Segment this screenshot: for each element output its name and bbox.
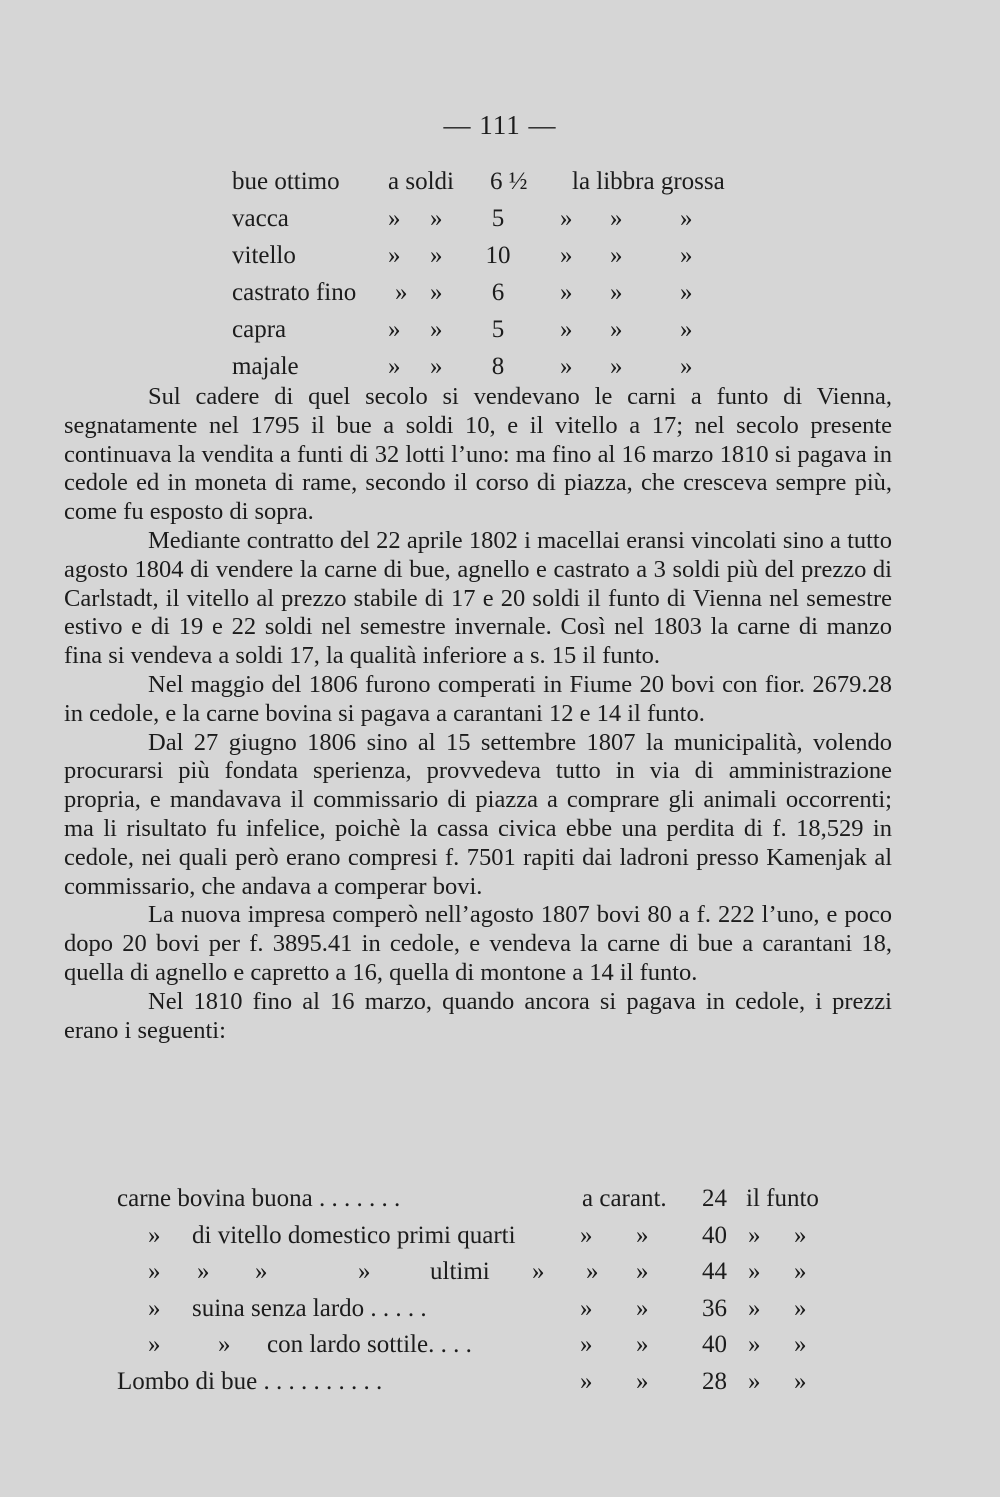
ditto-mark: » — [636, 1331, 649, 1358]
table-row — [0, 163, 1000, 200]
price-value: 10 — [485, 242, 511, 269]
item-name: carne bovina buona . . . . . . . — [117, 1185, 401, 1212]
price-prefix: a carant. — [582, 1185, 667, 1212]
ditto-mark: » — [794, 1221, 807, 1249]
item-name: suina senza lardo . . . . . — [192, 1294, 427, 1322]
ditto-mark: » — [430, 353, 443, 380]
ditto-mark: » — [560, 242, 573, 269]
price-value: 44 — [702, 1258, 727, 1285]
ditto-mark: » — [610, 205, 623, 232]
price-table-2 — [0, 1179, 1000, 1398]
price-table-1 — [0, 163, 1000, 385]
price-unit: la libbra grossa — [572, 168, 725, 195]
item-name: vitello — [232, 242, 296, 269]
ditto-mark: » — [430, 205, 443, 232]
item-name: castrato fino — [232, 279, 357, 306]
paragraph: Dal 27 giugno 1806 sino al 15 settembre 1807 la municipalità, volendo procurarsi più fondata sperienza, provvedeva tutto in via di amministrazione propria, e mandavava il commissario di piazza a comprare gli animali occorrenti; ma li risultato fu infelice, poichè la cassa civica ebbe una perdita di f. 18,529 in cedole, nei quali però erano compresi f. 7501 rapiti dai ladroni presso Kamenjak al commissario, che andava a comperar bovi. — [64, 728, 892, 900]
ditto-mark: » — [680, 205, 693, 232]
price-prefix: a soldi — [388, 168, 454, 195]
item-name: ultimi — [430, 1258, 490, 1285]
price-value: 5 — [491, 205, 505, 232]
ditto-mark: » — [636, 1221, 649, 1249]
ditto-mark: » — [560, 316, 573, 343]
paragraph: Sul cadere di quel secolo si vendevano le carni a funto di Vienna, segnatamente nel 1795 il bue a soldi 10, e il vitello a 17; nel secolo presente continuava la vendita a funti di 32 lotti l’uno: ma fino al 16 marzo 1810 si pagava in cedole ed in moneta di rame, secondo il corso di piazza, che cresceva sempre più, come fu esposto di sopra. — [64, 383, 892, 526]
ditto-mark: » — [148, 1331, 161, 1358]
ditto-mark: » — [748, 1258, 761, 1285]
ditto-mark: » — [610, 279, 623, 306]
table-row — [0, 1252, 1000, 1289]
ditto-mark: » — [388, 242, 401, 269]
ditto-mark: » — [680, 279, 693, 306]
ditto-mark: » — [358, 1258, 371, 1285]
price-value: 8 — [491, 353, 505, 380]
ditto-mark: » — [560, 205, 573, 232]
table-row — [0, 200, 1000, 237]
ditto-mark: » — [636, 1367, 649, 1395]
table-row — [0, 1325, 1000, 1362]
table-row — [0, 348, 1000, 385]
table-row — [0, 311, 1000, 348]
ditto-mark: » — [560, 279, 573, 306]
ditto-mark: » — [794, 1258, 807, 1285]
ditto-mark: » — [430, 316, 443, 343]
table-row — [0, 274, 1000, 311]
price-value: 24 — [702, 1185, 727, 1212]
ditto-mark: » — [680, 242, 693, 269]
price-unit: il funto — [746, 1185, 819, 1212]
price-value: 28 — [702, 1367, 727, 1395]
item-name: majale — [232, 353, 299, 380]
ditto-mark: » — [610, 316, 623, 343]
page-number: — 111 — — [443, 110, 557, 140]
ditto-mark: » — [430, 279, 443, 306]
table-row — [0, 237, 1000, 274]
ditto-mark: » — [580, 1331, 593, 1358]
ditto-mark: » — [388, 353, 401, 380]
paragraph: La nuova impresa comperò nell’agosto 1807 bovi 80 a f. 222 l’uno, e poco dopo 20 bovi per f. 3895.41 in cedole, e vendeva la carne di bue a carantani 18, quella di agnello e capretto a 16, quella di montone a 14 il funto. — [64, 901, 892, 986]
ditto-mark: » — [748, 1221, 761, 1249]
ditto-mark: » — [148, 1294, 161, 1322]
table-row — [0, 1179, 1000, 1216]
price-value: 6 ½ — [490, 168, 528, 195]
ditto-mark: » — [430, 242, 443, 269]
price-value: 40 — [702, 1221, 727, 1249]
table-row — [0, 1362, 1000, 1399]
ditto-mark: » — [395, 279, 408, 306]
ditto-mark: » — [218, 1331, 231, 1358]
paragraph: Nel 1810 fino al 16 marzo, quando ancora si pagava in cedole, i prezzi erano i seguenti: — [64, 987, 892, 1044]
price-value: 36 — [702, 1294, 727, 1322]
paragraph: Nel maggio del 1806 furono comperati in Fiume 20 bovi con fior. 2679.28 in cedole, e la carne bovina si pagava a carantani 12 e 14 il funto. — [64, 670, 892, 727]
ditto-mark: » — [680, 353, 693, 380]
paragraph: Mediante contratto del 22 aprile 1802 i macellai eransi vincolati sino a tutto agosto 1804 di vendere la carne di bue, agnello e castrato a 3 soldi più del prezzo di Carlstadt, il vitello al prezzo stabile di 17 e 20 soldi il funto di Vienna nel semestre estivo e di 19 e 22 soldi nel semestre invernale. Così nel 1803 la carne di manzo fina si vendeva a soldi 17, la qualità inferiore a s. 15 il funto. — [64, 526, 892, 670]
ditto-mark: » — [610, 242, 623, 269]
ditto-mark: » — [580, 1221, 593, 1249]
ditto-mark: » — [680, 316, 693, 343]
ditto-mark: » — [197, 1258, 210, 1285]
ditto-mark: » — [748, 1331, 761, 1358]
ditto-mark: » — [748, 1367, 761, 1395]
ditto-mark: » — [636, 1294, 649, 1322]
ditto-mark: » — [586, 1258, 599, 1285]
ditto-mark: » — [580, 1367, 593, 1395]
ditto-mark: » — [636, 1258, 649, 1285]
body-text — [64, 383, 892, 1045]
ditto-mark: » — [388, 205, 401, 232]
ditto-mark: » — [148, 1221, 161, 1249]
ditto-mark: » — [794, 1331, 807, 1358]
item-name: Lombo di bue . . . . . . . . . . — [117, 1367, 383, 1395]
price-value: 40 — [702, 1331, 727, 1358]
ditto-mark: » — [794, 1294, 807, 1322]
ditto-mark: » — [794, 1367, 807, 1395]
ditto-mark: » — [255, 1258, 268, 1285]
table-row — [0, 1216, 1000, 1253]
price-value: 5 — [491, 316, 505, 343]
ditto-mark: » — [532, 1258, 545, 1285]
item-name: capra — [232, 316, 287, 343]
ditto-mark: » — [748, 1294, 761, 1322]
ditto-mark: » — [148, 1258, 161, 1285]
ditto-mark: » — [560, 353, 573, 380]
ditto-mark: » — [388, 316, 401, 343]
item-name: di vitello domestico primi quarti — [192, 1221, 516, 1249]
ditto-mark: » — [610, 353, 623, 380]
item-name: vacca — [232, 205, 289, 232]
table-row — [0, 1289, 1000, 1326]
price-value: 6 — [491, 279, 505, 306]
ditto-mark: » — [580, 1294, 593, 1322]
item-name: bue ottimo — [232, 168, 340, 195]
item-name: con lardo sottile. . . . — [267, 1331, 472, 1358]
